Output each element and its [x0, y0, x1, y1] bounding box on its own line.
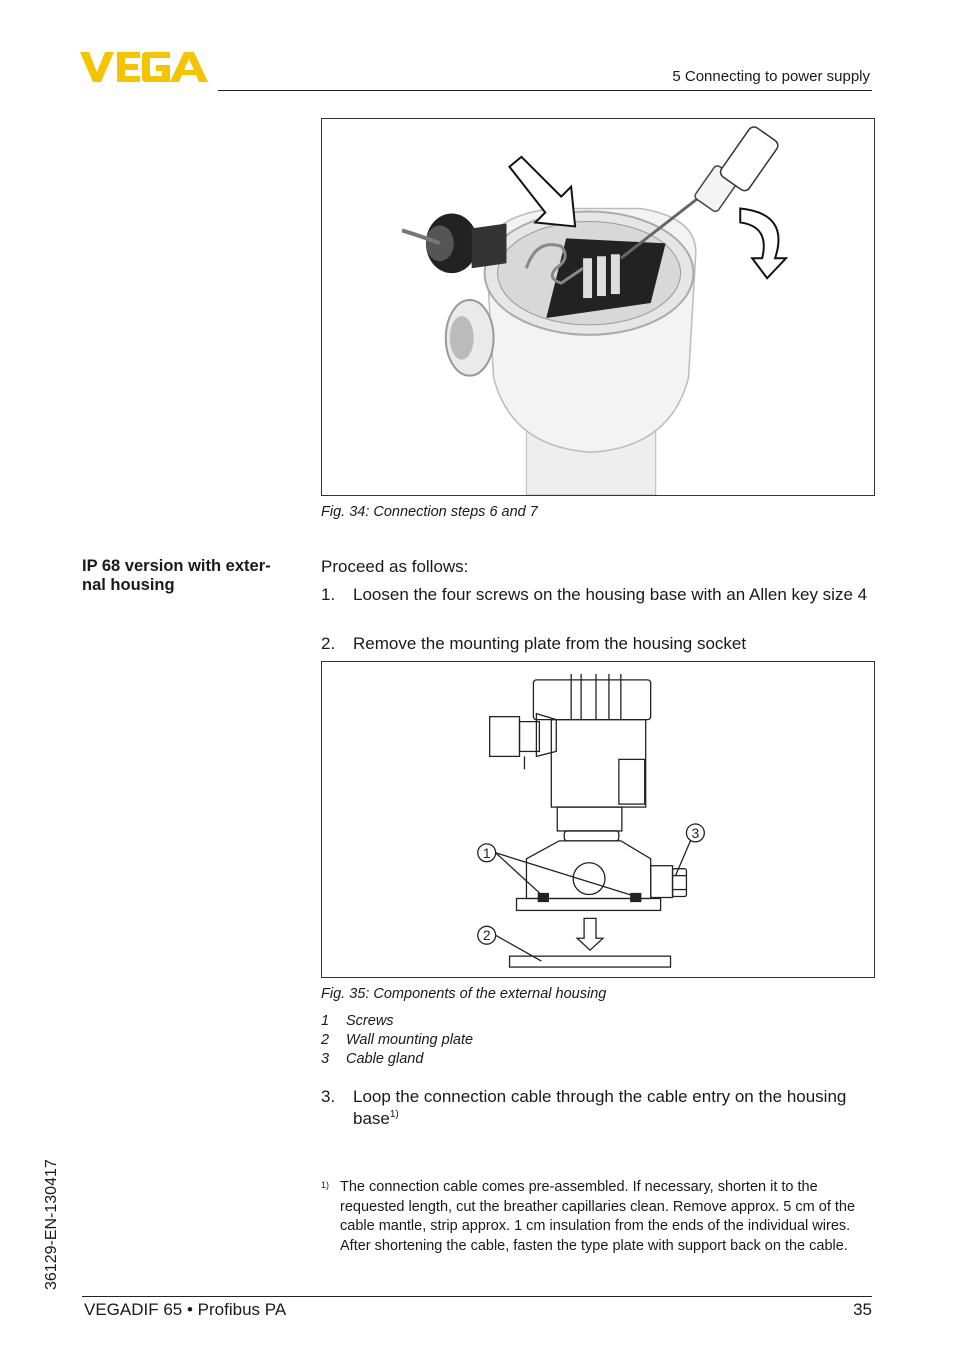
figure-35-caption: Fig. 35: Components of the external housing — [321, 986, 607, 1002]
header-rule — [218, 90, 872, 91]
figure-legend — [321, 1012, 473, 1069]
step-text: Remove the mounting plate from the housing socket — [353, 634, 747, 653]
figure-connection-steps — [321, 118, 875, 496]
footnote-mark: 1) — [321, 1180, 330, 1190]
footer-rule — [82, 1296, 872, 1297]
step-number: 2. — [321, 634, 336, 653]
figure-34-caption: Fig. 34: Connection steps 6 and 7 — [321, 504, 538, 520]
footnote-ref: 1) — [389, 1109, 399, 1120]
legend-num: 3 — [321, 1051, 330, 1067]
legend-label: Wall mounting plate — [346, 1032, 474, 1048]
step-number: 3. — [321, 1087, 336, 1106]
legend-label: Screws — [346, 1013, 394, 1029]
legend-num: 2 — [321, 1032, 330, 1048]
figure-external-housing — [321, 661, 875, 978]
step-text-wrapper — [321, 1086, 877, 1130]
legend-item — [321, 1031, 473, 1050]
connection-steps-illustration — [322, 119, 874, 495]
side-heading-text: IP 68 version with exter- nal housing — [82, 557, 271, 594]
section-title: 5 Connecting to power supply — [672, 68, 870, 85]
step-3 — [321, 1086, 877, 1130]
page-number: 35 — [853, 1300, 872, 1319]
step-2 — [321, 633, 877, 655]
callout-cable-gland: 3 — [691, 824, 700, 841]
step-number: 1. — [321, 585, 336, 604]
step-text: Loop the connection cable through the cable entry on the housing base — [353, 1087, 847, 1128]
external-housing-drawing — [322, 662, 874, 977]
intro-text: Proceed as follows: — [321, 557, 469, 576]
legend-item — [321, 1012, 473, 1031]
callout-screws: 1 — [482, 844, 491, 861]
step-1 — [321, 584, 877, 606]
callout-wall-plate: 2 — [482, 927, 491, 944]
step-text: Loosen the four screws on the housing base with an Allen key size 4 — [353, 585, 868, 604]
legend-num: 1 — [321, 1013, 330, 1029]
side-heading — [82, 557, 297, 595]
footer-product: VEGADIF 65 • Profibus PA — [84, 1300, 287, 1319]
legend-label: Cable gland — [346, 1051, 424, 1067]
footnote-text: The connection cable comes pre-assembled. If necessary, shorten it to the requested length, cut the breather capillaries clean. Remove approx. 5 cm of the cable mantle, strip approx. 1 cm insulation from the ends of the individual wires. After shortening the cable, fasten the type plate with support back on the cable. — [340, 1179, 856, 1254]
footnote — [321, 1178, 877, 1256]
vega-logo — [80, 52, 212, 82]
legend-item — [321, 1050, 473, 1069]
document-number: 36129-EN-130417 — [43, 1159, 60, 1290]
